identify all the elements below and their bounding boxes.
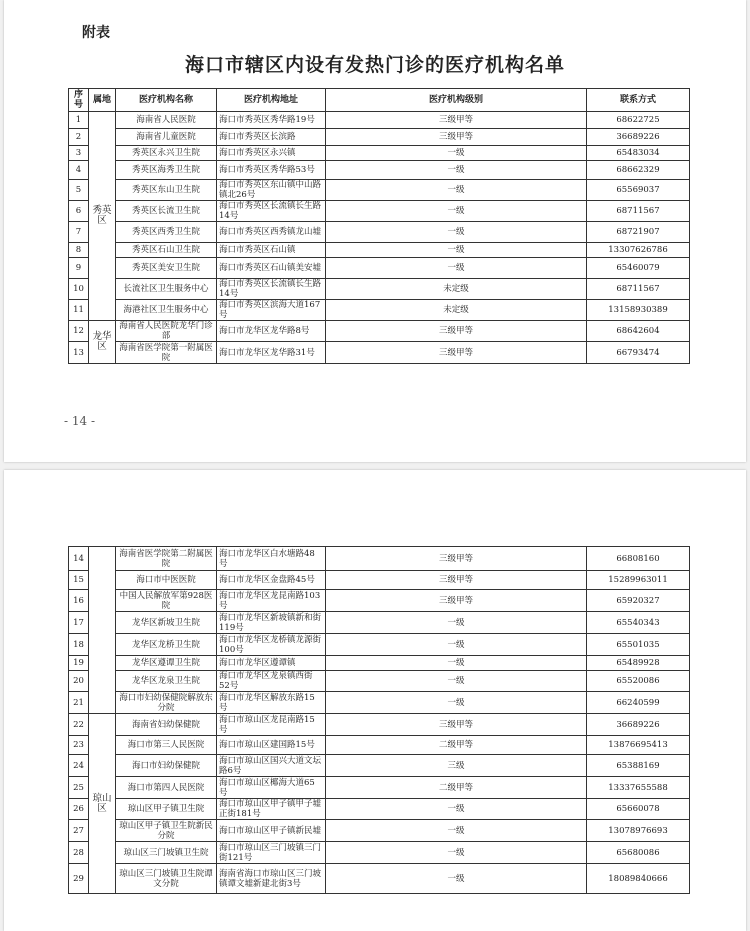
institution-level-cell: 一级	[326, 820, 587, 842]
institution-name-cell: 海南省医学院第二附属医院	[116, 547, 217, 571]
table-row	[69, 321, 690, 342]
table-body-page-1	[69, 112, 690, 364]
row-number-cell: 19	[69, 656, 89, 671]
table-row	[69, 755, 690, 777]
institution-level-cell: 一级	[326, 864, 587, 894]
institution-level-cell: 三级甲等	[326, 321, 587, 342]
table-row	[69, 842, 690, 864]
contact-phone-cell: 65520086	[587, 671, 690, 692]
row-number-cell: 9	[69, 258, 89, 279]
institution-address-cell: 海口市琼山区国兴大道文坛路6号	[217, 755, 326, 777]
table-row	[69, 736, 690, 755]
header-name: 医疗机构名称	[116, 89, 217, 112]
institution-name-cell: 琼山区甲子镇卫生院新民分院	[116, 820, 217, 842]
contact-phone-cell: 65569037	[587, 180, 690, 201]
table-header-row	[69, 89, 690, 112]
contact-phone-cell: 65920327	[587, 590, 690, 612]
contact-phone-cell: 15289963011	[587, 571, 690, 590]
institution-level-cell: 二级甲等	[326, 777, 587, 799]
header-contact: 联系方式	[587, 89, 690, 112]
institution-level-cell: 未定级	[326, 279, 587, 300]
document-title: 海口市辖区内设有发热门诊的医疗机构名单	[184, 54, 565, 76]
contact-phone-cell: 13078976693	[587, 820, 690, 842]
row-number-cell: 10	[69, 279, 89, 300]
institution-address-cell: 海口市秀英区秀华路19号	[217, 112, 326, 129]
institution-level-cell: 一级	[326, 612, 587, 634]
header-level: 医疗机构级别	[326, 89, 587, 112]
institution-name-cell: 海港社区卫生服务中心	[116, 300, 217, 321]
table-row	[69, 571, 690, 590]
row-number-cell: 23	[69, 736, 89, 755]
contact-phone-cell: 65489928	[587, 656, 690, 671]
institution-name-cell: 龙华区遵谭卫生院	[116, 656, 217, 671]
institution-level-cell: 三级甲等	[326, 112, 587, 129]
institution-name-cell: 海南省人民医院龙华门诊部	[116, 321, 217, 342]
table-row	[69, 342, 690, 364]
institution-name-cell: 海南省医学院第一附属医院	[116, 342, 217, 364]
table-row	[69, 222, 690, 243]
table-row	[69, 129, 690, 146]
contact-phone-cell: 65460079	[587, 258, 690, 279]
institution-level-cell: 一级	[326, 180, 587, 201]
row-number-cell: 20	[69, 671, 89, 692]
institution-level-cell: 三级甲等	[326, 129, 587, 146]
document-page-2	[4, 470, 746, 931]
row-number-cell: 24	[69, 755, 89, 777]
institution-level-cell: 三级	[326, 755, 587, 777]
row-number-cell: 27	[69, 820, 89, 842]
institution-address-cell: 海口市秀英区东山镇中山路镇北26号	[217, 180, 326, 201]
contact-phone-cell: 68711567	[587, 279, 690, 300]
contact-phone-cell: 65660078	[587, 799, 690, 820]
institution-level-cell: 一级	[326, 692, 587, 714]
institution-level-cell: 一级	[326, 161, 587, 180]
contact-phone-cell: 13158930389	[587, 300, 690, 321]
institution-name-cell: 秀英区美安卫生院	[116, 258, 217, 279]
institution-name-cell: 龙华区龙桥卫生院	[116, 634, 217, 656]
table-row	[69, 590, 690, 612]
table-row	[69, 656, 690, 671]
institution-address-cell: 海口市龙华区解放东路15号	[217, 692, 326, 714]
institution-address-cell: 海口市秀英区西秀镇龙山墟	[217, 222, 326, 243]
row-number-cell: 11	[69, 300, 89, 321]
table-row	[69, 146, 690, 161]
institution-address-cell: 海口市秀英区石山镇	[217, 243, 326, 258]
institution-level-cell: 三级甲等	[326, 590, 587, 612]
institution-name-cell: 秀英区长流卫生院	[116, 201, 217, 222]
row-number-cell: 25	[69, 777, 89, 799]
institution-name-cell: 海口市中医医院	[116, 571, 217, 590]
institution-level-cell: 三级甲等	[326, 547, 587, 571]
institution-address-cell: 海口市龙华区白水塘路48号	[217, 547, 326, 571]
institution-address-cell: 海口市秀英区滨海大道167号	[217, 300, 326, 321]
contact-phone-cell: 13337655588	[587, 777, 690, 799]
table-row	[69, 258, 690, 279]
institution-address-cell: 海口市秀英区石山镇美安墟	[217, 258, 326, 279]
table-body-page-2	[69, 547, 690, 894]
contact-phone-cell: 65501035	[587, 634, 690, 656]
institution-address-cell: 海口市琼山区三门坡镇三门街121号	[217, 842, 326, 864]
header-address: 医疗机构地址	[217, 89, 326, 112]
row-number-cell: 22	[69, 714, 89, 736]
institution-address-cell: 海口市龙华区龙桥镇龙源街100号	[217, 634, 326, 656]
institution-name-cell: 海南省妇幼保健院	[116, 714, 217, 736]
row-number-cell: 28	[69, 842, 89, 864]
institution-level-cell: 一级	[326, 634, 587, 656]
institution-name-cell: 中国人民解放军第928医院	[116, 590, 217, 612]
institution-level-cell: 一级	[326, 656, 587, 671]
row-number-cell: 8	[69, 243, 89, 258]
institution-name-cell: 海南省儿童医院	[116, 129, 217, 146]
contact-phone-cell: 36689226	[587, 714, 690, 736]
row-number-cell: 12	[69, 321, 89, 342]
contact-phone-cell: 65680086	[587, 842, 690, 864]
institution-table-page-1	[68, 88, 690, 364]
row-number-cell: 13	[69, 342, 89, 364]
institution-level-cell: 一级	[326, 201, 587, 222]
institution-name-cell: 海口市第三人民医院	[116, 736, 217, 755]
institution-name-cell: 龙华区新坡卫生院	[116, 612, 217, 634]
contact-phone-cell: 66240599	[587, 692, 690, 714]
document-page-1	[4, 0, 746, 462]
row-number-cell: 3	[69, 146, 89, 161]
institution-name-cell: 琼山区三门坡镇卫生院	[116, 842, 217, 864]
institution-name-cell: 海口市妇幼保健院解放东分院	[116, 692, 217, 714]
row-number-cell: 26	[69, 799, 89, 820]
table-row	[69, 547, 690, 571]
institution-level-cell: 三级甲等	[326, 342, 587, 364]
row-number-cell: 18	[69, 634, 89, 656]
table-row	[69, 692, 690, 714]
institution-name-cell: 龙华区龙泉卫生院	[116, 671, 217, 692]
institution-name-cell: 秀英区海秀卫生院	[116, 161, 217, 180]
institution-table-page-2	[68, 546, 690, 894]
institution-level-cell: 一级	[326, 146, 587, 161]
institution-address-cell: 海口市龙华区金盘路45号	[217, 571, 326, 590]
page-number: - 14 -	[64, 414, 96, 428]
region-cell: 龙华区	[89, 321, 116, 364]
institution-name-cell: 秀英区永兴卫生院	[116, 146, 217, 161]
table-row	[69, 180, 690, 201]
row-number-cell: 16	[69, 590, 89, 612]
region-cell	[89, 547, 116, 714]
institution-level-cell: 三级甲等	[326, 571, 587, 590]
contact-phone-cell: 65388169	[587, 755, 690, 777]
table-row	[69, 671, 690, 692]
institution-address-cell: 海口市秀英区长流镇长生路14号	[217, 279, 326, 300]
table-row	[69, 112, 690, 129]
row-number-cell: 29	[69, 864, 89, 894]
institution-address-cell: 海口市琼山区甲子镇新民墟	[217, 820, 326, 842]
institution-address-cell: 海口市秀英区秀华路53号	[217, 161, 326, 180]
institution-address-cell: 海南省海口市琼山区三门坡镇谭文墟新建北街3号	[217, 864, 326, 894]
institution-address-cell: 海口市龙华区新坡镇新和街119号	[217, 612, 326, 634]
institution-address-cell: 海口市琼山区甲子镇甲子墟正街181号	[217, 799, 326, 820]
institution-name-cell: 秀英区西秀卫生院	[116, 222, 217, 243]
table-row	[69, 777, 690, 799]
row-number-cell: 5	[69, 180, 89, 201]
table-row	[69, 279, 690, 300]
institution-address-cell: 海口市秀英区永兴镇	[217, 146, 326, 161]
institution-name-cell: 海口市妇幼保健院	[116, 755, 217, 777]
appendix-label: 附表	[82, 25, 110, 41]
institution-address-cell: 海口市龙华区龙泉镇西街52号	[217, 671, 326, 692]
institution-level-cell: 一级	[326, 671, 587, 692]
institution-level-cell: 二级甲等	[326, 736, 587, 755]
header-no: 序号	[69, 89, 89, 112]
row-number-cell: 15	[69, 571, 89, 590]
institution-level-cell: 一级	[326, 258, 587, 279]
table-row	[69, 243, 690, 258]
contact-phone-cell: 18089840666	[587, 864, 690, 894]
table-row	[69, 201, 690, 222]
institution-name-cell: 海南省人民医院	[116, 112, 217, 129]
institution-level-cell: 未定级	[326, 300, 587, 321]
institution-name-cell: 海口市第四人民医院	[116, 777, 217, 799]
institution-level-cell: 三级甲等	[326, 714, 587, 736]
contact-phone-cell: 68642604	[587, 321, 690, 342]
table-row	[69, 161, 690, 180]
contact-phone-cell: 68711567	[587, 201, 690, 222]
institution-name-cell: 秀英区东山卫生院	[116, 180, 217, 201]
table-row	[69, 300, 690, 321]
institution-name-cell: 琼山区三门坡镇卫生院谭文分院	[116, 864, 217, 894]
institution-address-cell: 海口市龙华区遵谭镇	[217, 656, 326, 671]
institution-name-cell: 秀英区石山卫生院	[116, 243, 217, 258]
contact-phone-cell: 66793474	[587, 342, 690, 364]
institution-address-cell: 海口市秀英区长滨路	[217, 129, 326, 146]
institution-name-cell: 长流社区卫生服务中心	[116, 279, 217, 300]
institution-name-cell: 琼山区甲子镇卫生院	[116, 799, 217, 820]
row-number-cell: 7	[69, 222, 89, 243]
contact-phone-cell: 65540343	[587, 612, 690, 634]
row-number-cell: 21	[69, 692, 89, 714]
contact-phone-cell: 13307626786	[587, 243, 690, 258]
contact-phone-cell: 13876695413	[587, 736, 690, 755]
region-cell: 秀英区	[89, 112, 116, 321]
table-row	[69, 820, 690, 842]
row-number-cell: 14	[69, 547, 89, 571]
institution-level-cell: 一级	[326, 222, 587, 243]
table-row	[69, 634, 690, 656]
contact-phone-cell: 68662329	[587, 161, 690, 180]
row-number-cell: 1	[69, 112, 89, 129]
institution-address-cell: 海口市琼山区龙昆南路15号	[217, 714, 326, 736]
institution-address-cell: 海口市龙华区龙昆南路103号	[217, 590, 326, 612]
institution-address-cell: 海口市琼山区椰海大道65号	[217, 777, 326, 799]
institution-address-cell: 海口市琼山区建国路15号	[217, 736, 326, 755]
institution-level-cell: 一级	[326, 842, 587, 864]
row-number-cell: 6	[69, 201, 89, 222]
table-row	[69, 799, 690, 820]
institution-level-cell: 一级	[326, 243, 587, 258]
contact-phone-cell: 68622725	[587, 112, 690, 129]
header-region: 属地	[89, 89, 116, 112]
institution-address-cell: 海口市龙华区龙华路31号	[217, 342, 326, 364]
contact-phone-cell: 36689226	[587, 129, 690, 146]
row-number-cell: 4	[69, 161, 89, 180]
institution-level-cell: 一级	[326, 799, 587, 820]
institution-address-cell: 海口市龙华区龙华路8号	[217, 321, 326, 342]
contact-phone-cell: 68721907	[587, 222, 690, 243]
table-row	[69, 612, 690, 634]
contact-phone-cell: 66808160	[587, 547, 690, 571]
institution-address-cell: 海口市秀英区长流镇长生路14号	[217, 201, 326, 222]
row-number-cell: 2	[69, 129, 89, 146]
contact-phone-cell: 65483034	[587, 146, 690, 161]
table-row	[69, 864, 690, 894]
row-number-cell: 17	[69, 612, 89, 634]
region-cell: 琼山区	[89, 714, 116, 894]
table-row	[69, 714, 690, 736]
